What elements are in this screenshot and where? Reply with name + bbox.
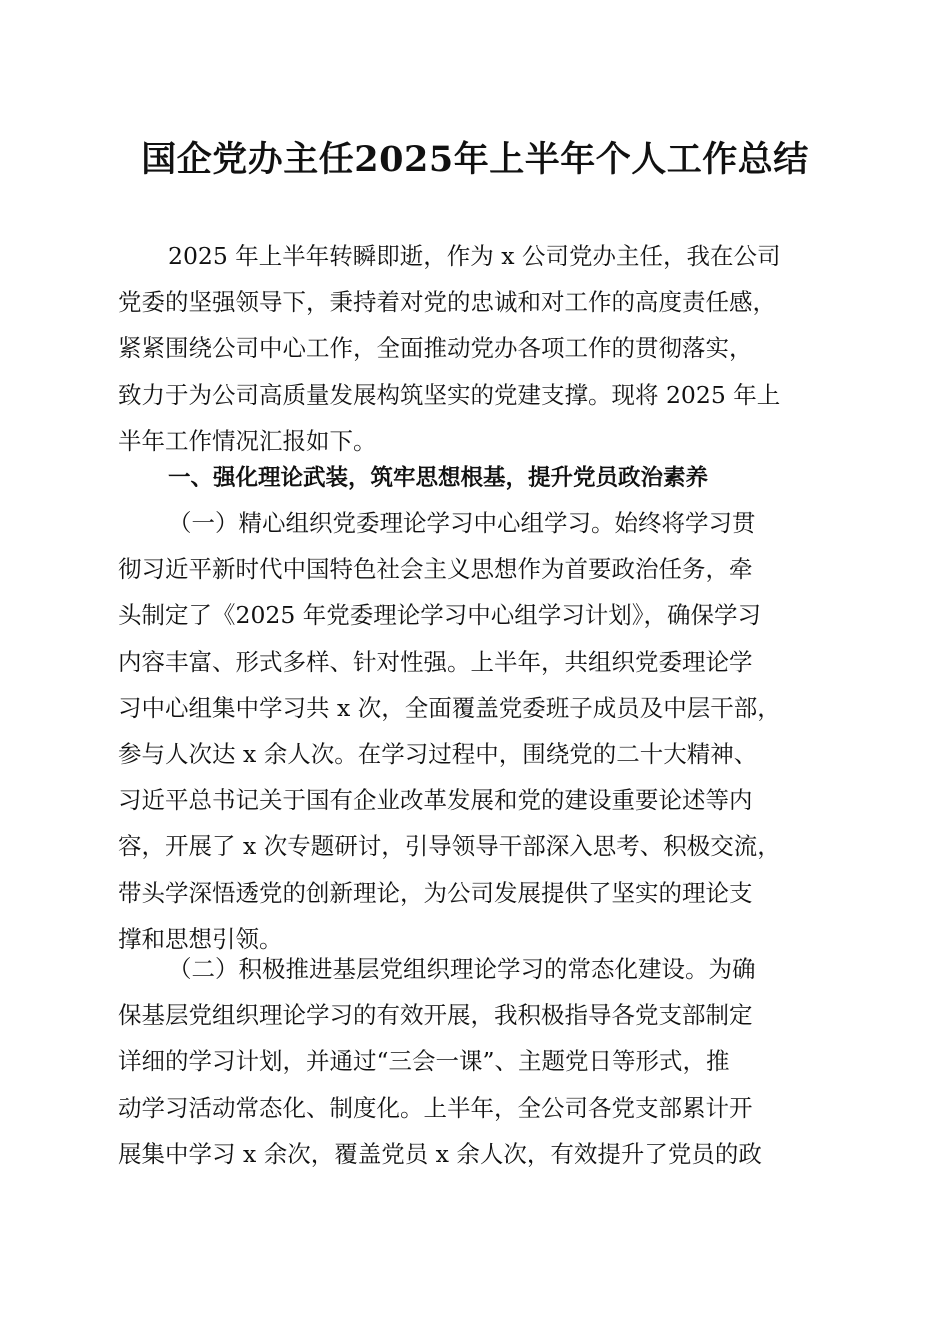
paragraph-line: 容，开展了 x 次专题研讨，引导领导干部深入思考、积极交流， xyxy=(118,832,781,861)
intro-line: 致力于为公司高质量发展构筑坚实的党建支撑。现将 2025 年上 xyxy=(118,380,781,409)
paragraph-line: （一）精心组织党委理论学习中心组学习。始终将学习贯 xyxy=(168,509,756,537)
paragraph-line: 习中心组集中学习共 x 次，全面覆盖党委班子成员及中层干部， xyxy=(118,693,781,722)
paragraph-line: 保基层党组织理论学习的有效开展，我积极指导各党支部制定 xyxy=(118,1001,753,1030)
paragraph-line: 动学习活动常态化、制度化。上半年，全公司各党支部累计开 xyxy=(118,1093,753,1122)
paragraph-line: 撑和思想引领。 xyxy=(118,924,283,953)
subsection-1-paragraph xyxy=(118,500,830,962)
intro-line: 紧紧围绕公司中心工作，全面推动党办各项工作的贯彻落实， xyxy=(118,334,753,363)
paragraph-line: 习近平总书记关于国有企业改革发展和党的建设重要论述等内 xyxy=(118,786,753,815)
subsection-2-paragraph xyxy=(118,946,830,1177)
intro-paragraph xyxy=(118,233,830,464)
section-1-heading: 一、强化理论武装，筑牢思想根基，提升党员政治素养 xyxy=(168,465,709,491)
intro-line: 2025 年上半年转瞬即逝，作为 x 公司党办主任，我在公司 xyxy=(168,242,781,270)
paragraph-line: 带头学深悟透党的创新理论，为公司发展提供了坚实的理论支 xyxy=(118,878,753,907)
intro-line: 半年工作情况汇报如下。 xyxy=(118,426,377,455)
paragraph-line: 内容丰富、形式多样、针对性强。上半年，共组织党委理论学 xyxy=(118,647,753,676)
paragraph-line: （二）积极推进基层党组织理论学习的常态化建设。为确 xyxy=(168,955,756,983)
paragraph-line: 详细的学习计划，并通过“三会一课”、主题党日等形式，推 xyxy=(118,1047,730,1076)
paragraph-line: 展集中学习 x 余次，覆盖党员 x 余人次，有效提升了党员的政 xyxy=(118,1139,762,1168)
paragraph-line: 头制定了《2025 年党委理论学习中心组学习计划》，确保学习 xyxy=(118,601,762,630)
document-title: 国企党办主任2025年上半年个人工作总结 xyxy=(141,139,809,180)
intro-line: 党委的坚强领导下，秉持着对党的忠诚和对工作的高度责任感， xyxy=(118,288,776,317)
paragraph-line: 参与人次达 x 余人次。在学习过程中，围绕党的二十大精神、 xyxy=(118,740,758,769)
paragraph-line: 彻习近平新时代中国特色社会主义思想作为首要政治任务，牵 xyxy=(118,555,753,584)
